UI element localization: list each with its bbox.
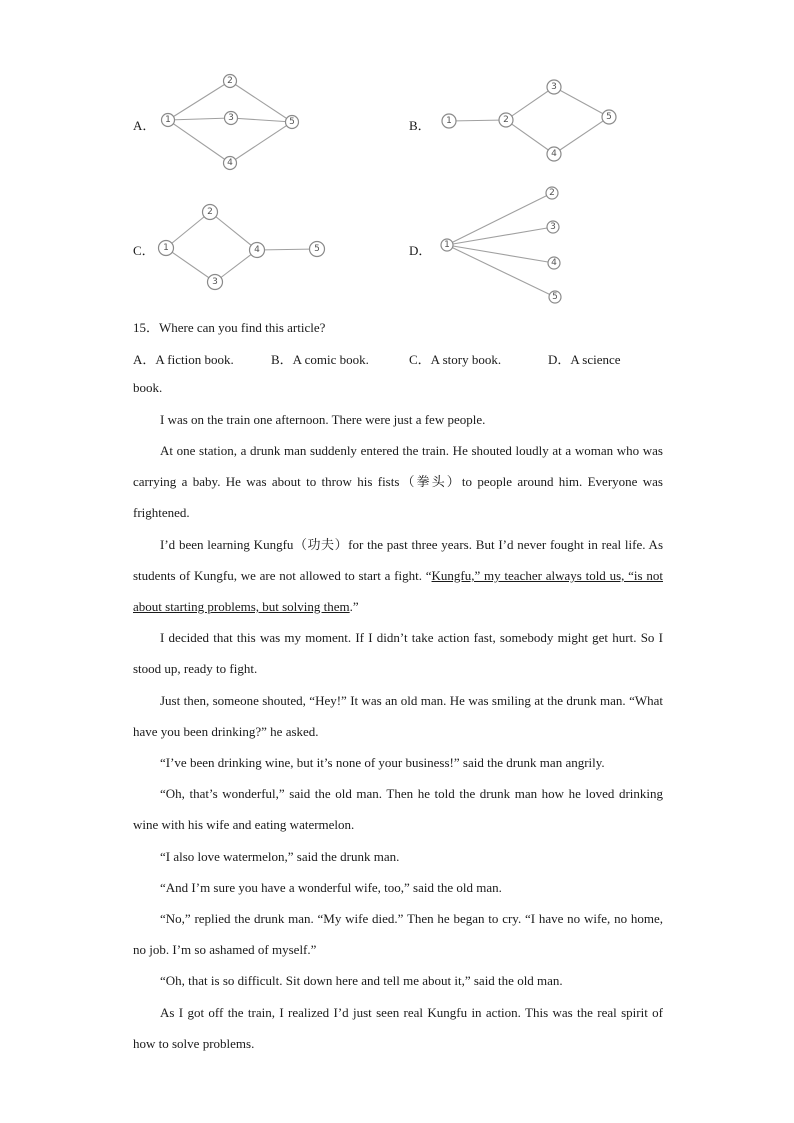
svg-text:5: 5 [606,112,612,122]
svg-text:4: 4 [551,149,557,159]
edge-2-5 [230,81,292,122]
diagram-b [435,75,625,170]
edge-2-4 [506,120,554,154]
edge-1-4 [168,120,230,163]
choice-d: D．A science [548,352,621,367]
paragraph-4: I decided that this was my moment. If I didn’t take action fast, somebody might get hurt. So I stood up, ready to fight. [133,630,663,676]
node-3 [547,80,561,94]
node-2 [546,187,558,199]
edge-1-4 [447,245,554,263]
option-a-label: A． [133,118,156,133]
edge-1-2 [168,81,230,120]
paragraph-3 [133,529,663,622]
option-d-label: D． [409,243,432,258]
svg-text:1: 1 [165,115,171,125]
svg-text:4: 4 [254,245,260,255]
edge-4-5 [257,249,317,250]
node-5 [286,116,299,129]
node-5 [549,291,561,303]
svg-text:2: 2 [207,207,213,217]
edge-2-3 [506,87,554,120]
svg-text:2: 2 [503,115,509,125]
diagram-c [155,200,335,295]
paragraph-10: “No,” replied the drunk man. “My wife died.” Then he began to cry. “I have no wife, no home, no job. I’m so ashamed of myself.” [133,911,663,957]
option-b-label: B． [409,118,431,133]
paragraph-8: “I also love watermelon,” said the drunk man. [160,849,400,864]
node-3 [547,221,559,233]
choice-b: B．A comic book. [271,352,369,367]
node-3 [208,275,223,290]
choice-c: C．A story book. [409,352,502,367]
node-1 [441,239,453,251]
edge-1-2 [449,120,506,121]
node-5 [602,110,616,124]
svg-text:1: 1 [446,116,452,126]
svg-text:4: 4 [227,158,233,168]
node-2 [224,75,237,88]
diagram-d [435,185,575,305]
svg-text:5: 5 [314,244,320,254]
diagram-a [155,70,315,175]
edge-2-4 [210,212,257,250]
svg-text:1: 1 [444,240,450,250]
p3-end: .” [349,599,359,614]
node-4 [224,157,237,170]
node-4 [547,147,561,161]
node-1 [442,114,456,128]
paragraph-6: “I’ve been drinking wine, but it’s none of your business!” said the drunk man angrily. [160,755,605,770]
paragraph-1: I was on the train one afternoon. There were just a few people. [160,412,486,427]
paragraph-7: “Oh, that’s wonderful,” said the old man. Then he told the drunk man how he loved drinking wine with his wife and eating watermelon. [133,786,663,832]
edge-1-3 [447,227,553,245]
edge-1-3 [168,118,231,120]
svg-text:2: 2 [549,188,555,198]
edge-1-2 [447,193,552,245]
edge-4-5 [554,117,609,154]
paragraph-2: At one station, a drunk man suddenly entered the train. He shouted loudly at a woman who was carrying a baby. He was about to throw his fists（拳头）to people around him. Everyone was frightened. [133,443,663,520]
edge-3-5 [554,87,609,117]
node-1 [159,241,174,256]
edge-1-3 [166,248,215,282]
node-2 [499,113,513,127]
choice-d-wrap: book. [133,380,163,395]
edge-1-2 [166,212,210,248]
svg-text:3: 3 [550,222,556,232]
paragraph-12: As I got off the train, I realized I’d just seen real Kungfu in action. This was the real spirit of how to solve problems. [133,1005,663,1051]
p3-start: I’d been learning Kungfu（功夫）for the past three years. But I’d never fought in real life. As students of Kungfu, we are not allowed to start a fight. “ [133,537,663,583]
node-2 [203,205,218,220]
svg-text:2: 2 [227,76,233,86]
question-15: 15．Where can you find this article? [133,320,326,335]
svg-text:4: 4 [551,258,557,268]
edge-3-5 [231,118,292,122]
teacher-quote-underlined: Kungfu,” my teacher always told us, “is not about starting problems, but solving them [133,568,663,614]
svg-text:3: 3 [212,277,218,287]
edge-1-5 [447,245,555,297]
paragraph-9: “And I’m sure you have a wonderful wife, too,” said the old man. [160,880,502,895]
node-4 [250,243,265,258]
option-c-label: C． [133,243,155,258]
svg-text:3: 3 [551,82,557,92]
paragraph-5: Just then, someone shouted, “Hey!” It was an old man. He was smiling at the drunk man. “What have you been drinking?” he asked. [133,693,663,739]
paragraph-11: “Oh, that is so difficult. Sit down here and tell me about it,” said the old man. [160,973,563,988]
choice-a: A．A fiction book. [133,352,234,367]
node-3 [225,112,238,125]
node-5 [310,242,325,257]
svg-text:5: 5 [552,292,558,302]
node-1 [162,114,175,127]
svg-text:1: 1 [163,243,169,253]
svg-text:3: 3 [228,113,234,123]
svg-text:5: 5 [289,117,295,127]
node-4 [548,257,560,269]
edge-4-5 [230,122,292,163]
